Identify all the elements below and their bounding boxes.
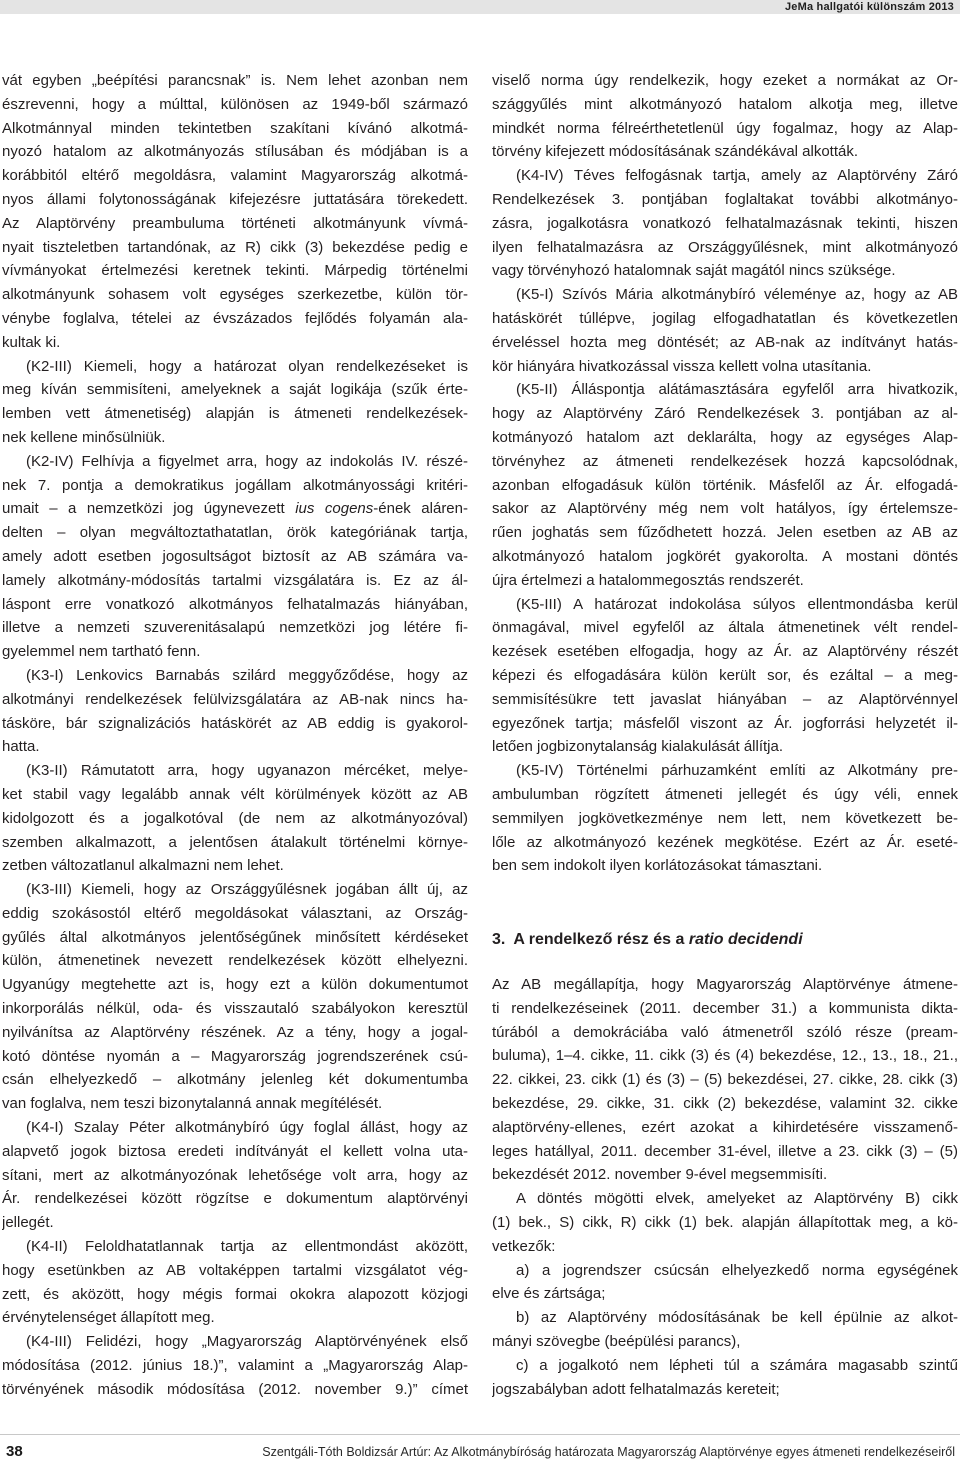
text-line: túrából a demokráciába való átmenetről szóló része (pream- bbox=[492, 1023, 958, 1041]
text-line: vát egyben „beépítési parancsnak” is. Nem lehet azonban nem bbox=[2, 72, 468, 89]
right-column bbox=[492, 69, 958, 1401]
text-line: lőle az alkotmányozó kezének megkötése. Ezért az Ár. eseté- bbox=[492, 833, 958, 851]
paragraph bbox=[2, 664, 468, 759]
text-line: törvény kifejezett módosításának szándékával alkották. bbox=[492, 143, 859, 161]
footer-divider bbox=[0, 1434, 960, 1435]
text-line: kidolgozott és a jogalkotóval (de nem az alkotmányozóval) bbox=[2, 809, 468, 827]
text-line: vénybe foglalva, tételei az évszázados fejlődés folyamán ala- bbox=[2, 309, 468, 327]
paragraph bbox=[492, 1306, 958, 1354]
text-line: semmilyen jogkövetkezménye nem lett, nem következett be- bbox=[492, 809, 958, 827]
text-line: Az AB megállapítja, hogy Magyarország Alaptörvénye átmene- bbox=[492, 976, 958, 994]
text-line: kezések esetében elfogadja, hogy az Ár. az Alaptörvény részét bbox=[492, 643, 958, 661]
right-column-text-before-heading bbox=[492, 69, 958, 878]
text-line: hatta. bbox=[2, 738, 40, 756]
text-line: egyezőnek tartja; másfelől viszont az Ár. jogforrási helyzetét il- bbox=[492, 714, 958, 732]
running-title: Szentgáli-Tóth Boldizsár Artúr: Az Alkotmánybíróság határozata Magyarország Alaptörvénye egyes átmeneti rendelkezéseiről bbox=[262, 1445, 955, 1459]
text-line: (K2-III) Kiemeli, hogy a határozat olyan rendelkezéseket is bbox=[26, 357, 468, 375]
paragraph bbox=[492, 1259, 958, 1307]
text-line: kultak ki. bbox=[2, 333, 61, 351]
section-heading-text: A rendelkező rész és a bbox=[513, 931, 689, 949]
paragraph bbox=[2, 878, 468, 1116]
paragraph bbox=[492, 283, 958, 378]
section-heading-number: 3. bbox=[492, 931, 506, 949]
text-line: láspont erre vonatkozó alkotmányos felhatalmazás hiányában, bbox=[2, 595, 468, 613]
text-line: nek 7. pontja a demokratikus jogállam alkotmányossági kritéri- bbox=[2, 476, 468, 494]
text-line: (1) bek., S) cikk, R) cikk (1) bek. alapján állapítottak meg, a kö- bbox=[492, 1214, 958, 1232]
text-line: gyelemmel nem tartható fenn. bbox=[2, 643, 201, 661]
section-heading-italic-term: ratio decidendi bbox=[688, 931, 803, 949]
text-line: ambulumban rögzített átmeneti jellegét és úgy véli, ennek bbox=[492, 785, 958, 803]
text-line: (K3-III) Kiemeli, hogy az Országgyűlésnek jogában állt új, az bbox=[26, 881, 468, 899]
text-line: alkotmányunk sohasem volt egységes szerkezetbe, külön tör- bbox=[2, 286, 468, 304]
text-line: letően jogbizonytalanság kialakulását állítja. bbox=[492, 738, 784, 756]
text-line: alkotmányozó hatalom jogkörét gyakorolta. A mostani döntés bbox=[492, 547, 958, 565]
text-line: kör hiányára hivatkozással vissza kellett volna utasítania. bbox=[492, 357, 872, 375]
text-line: zett, és aközött, hogy mégis formai okokra alapozott közjogi bbox=[2, 1285, 468, 1303]
text-line: (K4-III) Felidézi, hogy „Magyarország Alaptörvényének első bbox=[26, 1333, 468, 1351]
text-line: viselő norma úgy rendelkezik, hogy ezeket a normákat az Or- bbox=[492, 72, 958, 89]
text-line: nyos állami folytonosságának kifejezésre juttatására törekedett. bbox=[2, 190, 468, 208]
text-line: érveléssel hozta meg döntését; az AB-nak az indítványt hatás- bbox=[492, 333, 958, 351]
text-line: (K4-IV) Téves felfogásnak tartja, amely az Alaptörvény Záró bbox=[516, 167, 958, 185]
text-line: hatáskörét túllépve, jogilag elfogadhatatlan és következetlen bbox=[492, 309, 958, 327]
text-line: csán elhelyezkedő – alkotmány jelenleg két dokumentumba bbox=[2, 1071, 468, 1089]
text-line: rűen joghatás sem fűződhetett hozzá. Jelen esetben az AB az bbox=[492, 524, 958, 542]
text-line: eddig szokásostól eltérő megoldásokat választani, az Ország- bbox=[2, 904, 468, 922]
text-line: önmagával, mivel egyfelől az általa átmenetinek vélt rendel- bbox=[492, 619, 958, 637]
text-line: amely adott esetben jogosultságot biztosít az AB számára va- bbox=[2, 547, 468, 565]
paragraph bbox=[492, 69, 958, 164]
text-line: hogy az Alaptörvény Záró Rendelkezések 3. pontjában az al- bbox=[492, 405, 958, 423]
paragraph bbox=[2, 1235, 468, 1330]
text-line: semmisítésükre tett javaslat hiányában – az Alaptörvénnyel bbox=[492, 690, 958, 708]
text-line: szemben alkalmazott, a jelentősen átalakult történelmi környe- bbox=[2, 833, 468, 851]
paragraph bbox=[492, 973, 958, 1187]
text-line: illetve a nemzeti szuverenitásalapú nemzetközi jog létére fi- bbox=[2, 619, 468, 637]
text-line: meg kíván semmisíteni, amelyeknek a saját logikája (szűk érte- bbox=[2, 381, 468, 399]
text-line: képezi és elfogadására külön került sor, és ezáltal – a meg- bbox=[492, 666, 958, 684]
journal-header-title: JeMa hallgatói különszám 2013 bbox=[784, 1, 954, 13]
text-line: módosítása (2012. június 18.)”, valamint a „Magyarország Alap- bbox=[2, 1357, 468, 1375]
text-line: bekezdését 2012. november 9-ével megsemmisíti. bbox=[492, 1166, 828, 1184]
text-line: A döntés mögötti elvek, amelyeket az Alaptörvény B) cikk bbox=[516, 1190, 958, 1208]
text-line: (K4-II) Feloldhatatlannak tartja az ellentmondást aközött, bbox=[26, 1238, 468, 1256]
text-line: vetkezők: bbox=[492, 1237, 556, 1255]
text-line: Alkotmánnyal minden tekintetben szakítani kívánó alkotmá- bbox=[2, 119, 468, 137]
text-line: (K2-IV) Felhívja a figyelmet arra, hogy az indokolás IV. részé- bbox=[26, 452, 468, 470]
text-line: nek kellene minősülniük. bbox=[2, 428, 166, 446]
text-line: alaptörvény-ellenes, ezért azokat a kihirdetésére visszamenő- bbox=[492, 1118, 958, 1136]
text-line: Ugyanúgy megtehette azt is, hogy ezt a külön dokumentumot bbox=[2, 976, 468, 994]
text-line: jogszabályban adott felhatalmazás kereteit; bbox=[492, 1380, 780, 1398]
text-line bbox=[2, 497, 468, 521]
text-line: alkotmányi rendelkezések felülvizsgálatára az AB-nak nincs ha- bbox=[2, 690, 468, 708]
italic-term: ius cogens bbox=[295, 500, 374, 518]
text-line: ti rendelkezéseinek (2011. december 31.) a kommunista dikta- bbox=[492, 999, 958, 1017]
text-line: zetben változatlanul alkalmazni nem lehet. bbox=[2, 857, 284, 875]
paragraph bbox=[2, 759, 468, 878]
text-line: alapvető jogok biztosa eredeti indítványát el kellett volna uta- bbox=[2, 1142, 468, 1160]
text-line: ben sem indokolt ilyen korlátozásokat támasztani. bbox=[492, 857, 823, 875]
left-column-text bbox=[2, 69, 468, 1402]
paragraph bbox=[492, 759, 958, 878]
paragraph bbox=[492, 378, 958, 592]
text-line: külön, átmenetinek nevezett rendelkezések között elhelyezni. bbox=[2, 952, 468, 970]
text-line: észrevenni, hogy a múlttal, különösen az 1949-ből származó bbox=[2, 95, 468, 113]
text-line: sítani, mert az alkotmányozónak lehetősége volt arra, hogy az bbox=[2, 1166, 468, 1184]
text-line: nyait tiszteletben tartandónak, az R) cikk (3) bekezdése pedig e bbox=[2, 238, 468, 256]
text-line: inkorporálás nélkül, oda- és visszautaló szabályokon keresztül bbox=[2, 1000, 468, 1018]
paragraph bbox=[2, 1116, 468, 1235]
journal-header-bar bbox=[0, 0, 960, 14]
paragraph bbox=[2, 450, 468, 664]
text-line: korábbitól eltérő megoldásra, valamint Magyarország alkotmá- bbox=[2, 167, 468, 185]
paragraph bbox=[2, 69, 468, 355]
text-line: törvényének második módosítása (2012. november 9.)” címet bbox=[2, 1380, 468, 1398]
text-line: buluma), 1–4. cikke, 11. cikk (3) és (4) bekezdése, 12., 13., 18., 21., bbox=[492, 1047, 958, 1065]
text-line: Ár. rendelkezései között rögzítse e dokumentum alaptörvényi bbox=[2, 1190, 468, 1208]
text-line: leges hatállyal, 2011. december 31-ével, illetve a 23. cikk (3) – (5) bbox=[492, 1142, 958, 1160]
text-line: Rendelkezések 3. pontjában foglaltakat további alkotmányo- bbox=[492, 190, 958, 208]
page-number: 38 bbox=[6, 1443, 23, 1460]
text-line: jellegét. bbox=[2, 1214, 54, 1232]
text-line: szággyűlés mint alkotmányozó hatalom alkotja meg, illetve bbox=[492, 95, 958, 113]
text-line: b) az Alaptörvény módosításának be kell épülnie az alkot- bbox=[516, 1309, 958, 1327]
text-line: hogy esetünkben az AB voltaképpen tartalmi vizsgálatot vég- bbox=[2, 1261, 468, 1279]
text-line: (K3-II) Rámutatott arra, hogy ugyanazon mércéket, melye- bbox=[26, 762, 468, 780]
text-line: lemben vett átmenetiség) alapján is átmeneti rendelkezések- bbox=[2, 405, 468, 423]
text-fragment: -ének aláren- bbox=[373, 500, 468, 518]
text-line: vívmányokat értelmezési keretnek tekinti. Márpedig történelmi bbox=[2, 262, 468, 280]
paragraph bbox=[2, 1330, 468, 1401]
text-line: ket stabil vagy legalább annak vélt körülmények között az AB bbox=[2, 785, 468, 803]
text-line: kotmányozó hatalom azt deklarálta, hogy az egységes Alap- bbox=[492, 428, 958, 446]
text-line: van foglalva, nem teszi bizonytalanná annak megítélését. bbox=[2, 1095, 383, 1113]
paragraph bbox=[492, 164, 958, 283]
text-line: c) a jogalkotó nem lépheti túl a számára magasabb szintű bbox=[516, 1356, 958, 1374]
text-line: nyilvánítsa az Alaptörvény részének. Az a tény, hogy a jogal- bbox=[2, 1023, 468, 1041]
text-line: nyozó hatalom az alkotmányozás stílusában és módjában is a bbox=[2, 143, 468, 161]
text-line: sakor az Alaptörvény még nem volt hatályos, így értelemsze- bbox=[492, 500, 958, 518]
text-line: azonban elfogadásuk külön történik. Másfelől az Ár. elfogadá- bbox=[492, 476, 958, 494]
text-line: mányi szövegbe (beépülési parancs), bbox=[492, 1333, 741, 1351]
text-line: delten – olyan megváltoztathatatlan, örök kategóriának tartja, bbox=[2, 524, 468, 542]
right-column-text-after-heading bbox=[492, 973, 958, 1401]
section-heading bbox=[492, 928, 958, 952]
text-line: mindkét norma félreérthetetlenül úgy fogalmaz, hogy az Alap- bbox=[492, 119, 958, 137]
paragraph bbox=[492, 1354, 958, 1402]
text-line: vagy törvényhozó hatalomnak saját magától nincs szüksége. bbox=[492, 262, 896, 280]
text-line: (K5-II) Álláspontja alátámasztására egyfelől arra hivatkozik, bbox=[516, 381, 958, 399]
text-fragment: umait – a nemzetközi jog úgynevezett bbox=[2, 500, 296, 518]
text-line: lamely alkotmány-módosítás tartalmi vizsgálatára is. Ez az ál- bbox=[2, 571, 468, 589]
text-line: bekezdése, 29. cikke, 31. cikk (2) bekezdése, valamint 32. cikke bbox=[492, 1095, 958, 1113]
text-line: 22. cikkei, 23. cikk (1) és (3) – (5) bekezdései, 27. cikke, 28. cikk (3) bbox=[492, 1071, 958, 1089]
text-line: újra értelmezi a hatalommegosztás rendszerét. bbox=[492, 571, 804, 589]
text-line: kotó döntése nyomán a – Magyarország jogrendszerének csú- bbox=[2, 1047, 468, 1065]
text-line: (K4-I) Szalay Péter alkotmánybíró úgy foglal állást, hogy az bbox=[26, 1119, 468, 1137]
paragraph bbox=[492, 593, 958, 760]
text-line: elve és zártsága; bbox=[492, 1285, 606, 1303]
text-line: a) a jogrendszer csúcsán elhelyezkedő norma egységének bbox=[516, 1261, 958, 1279]
text-line: Az Alaptörvény preambuluma történeti alkotmányunk vívmá- bbox=[2, 214, 468, 232]
text-line: tásköre, bár szignalizációs hatáskörét az AB eddig is gyakorol- bbox=[2, 714, 468, 732]
text-line: (K5-III) A határozat indokolása súlyos ellentmondásba kerül bbox=[516, 595, 958, 613]
text-line: zásra, jogalkotásra vonatkozó felhatalmazásnak tekinti, hiszen bbox=[492, 214, 958, 232]
text-line: ilyen felhatalmazásra az Országgyűlésnek, mint alkotmányozó bbox=[492, 238, 958, 256]
text-line: (K5-IV) Történelmi párhuzamként említi az Alkotmány pre- bbox=[516, 762, 958, 780]
text-line: (K3-I) Lenkovics Barnabás szilárd meggyőződése, hogy az bbox=[26, 666, 468, 684]
text-line: törvényhez az átmeneti rendelkezések hozzá kapcsolódnak, bbox=[492, 452, 958, 470]
text-line: (K5-I) Szívós Mária alkotmánybíró véleménye az, hogy az AB bbox=[516, 286, 958, 304]
left-column bbox=[2, 69, 468, 1402]
paragraph bbox=[2, 355, 468, 450]
text-line: érvénytelenséget állapított meg. bbox=[2, 1309, 215, 1327]
text-line: gyűlés által alkotmányos jelentőségűnek minősített kérdéseket bbox=[2, 928, 468, 946]
paragraph bbox=[492, 1187, 958, 1258]
